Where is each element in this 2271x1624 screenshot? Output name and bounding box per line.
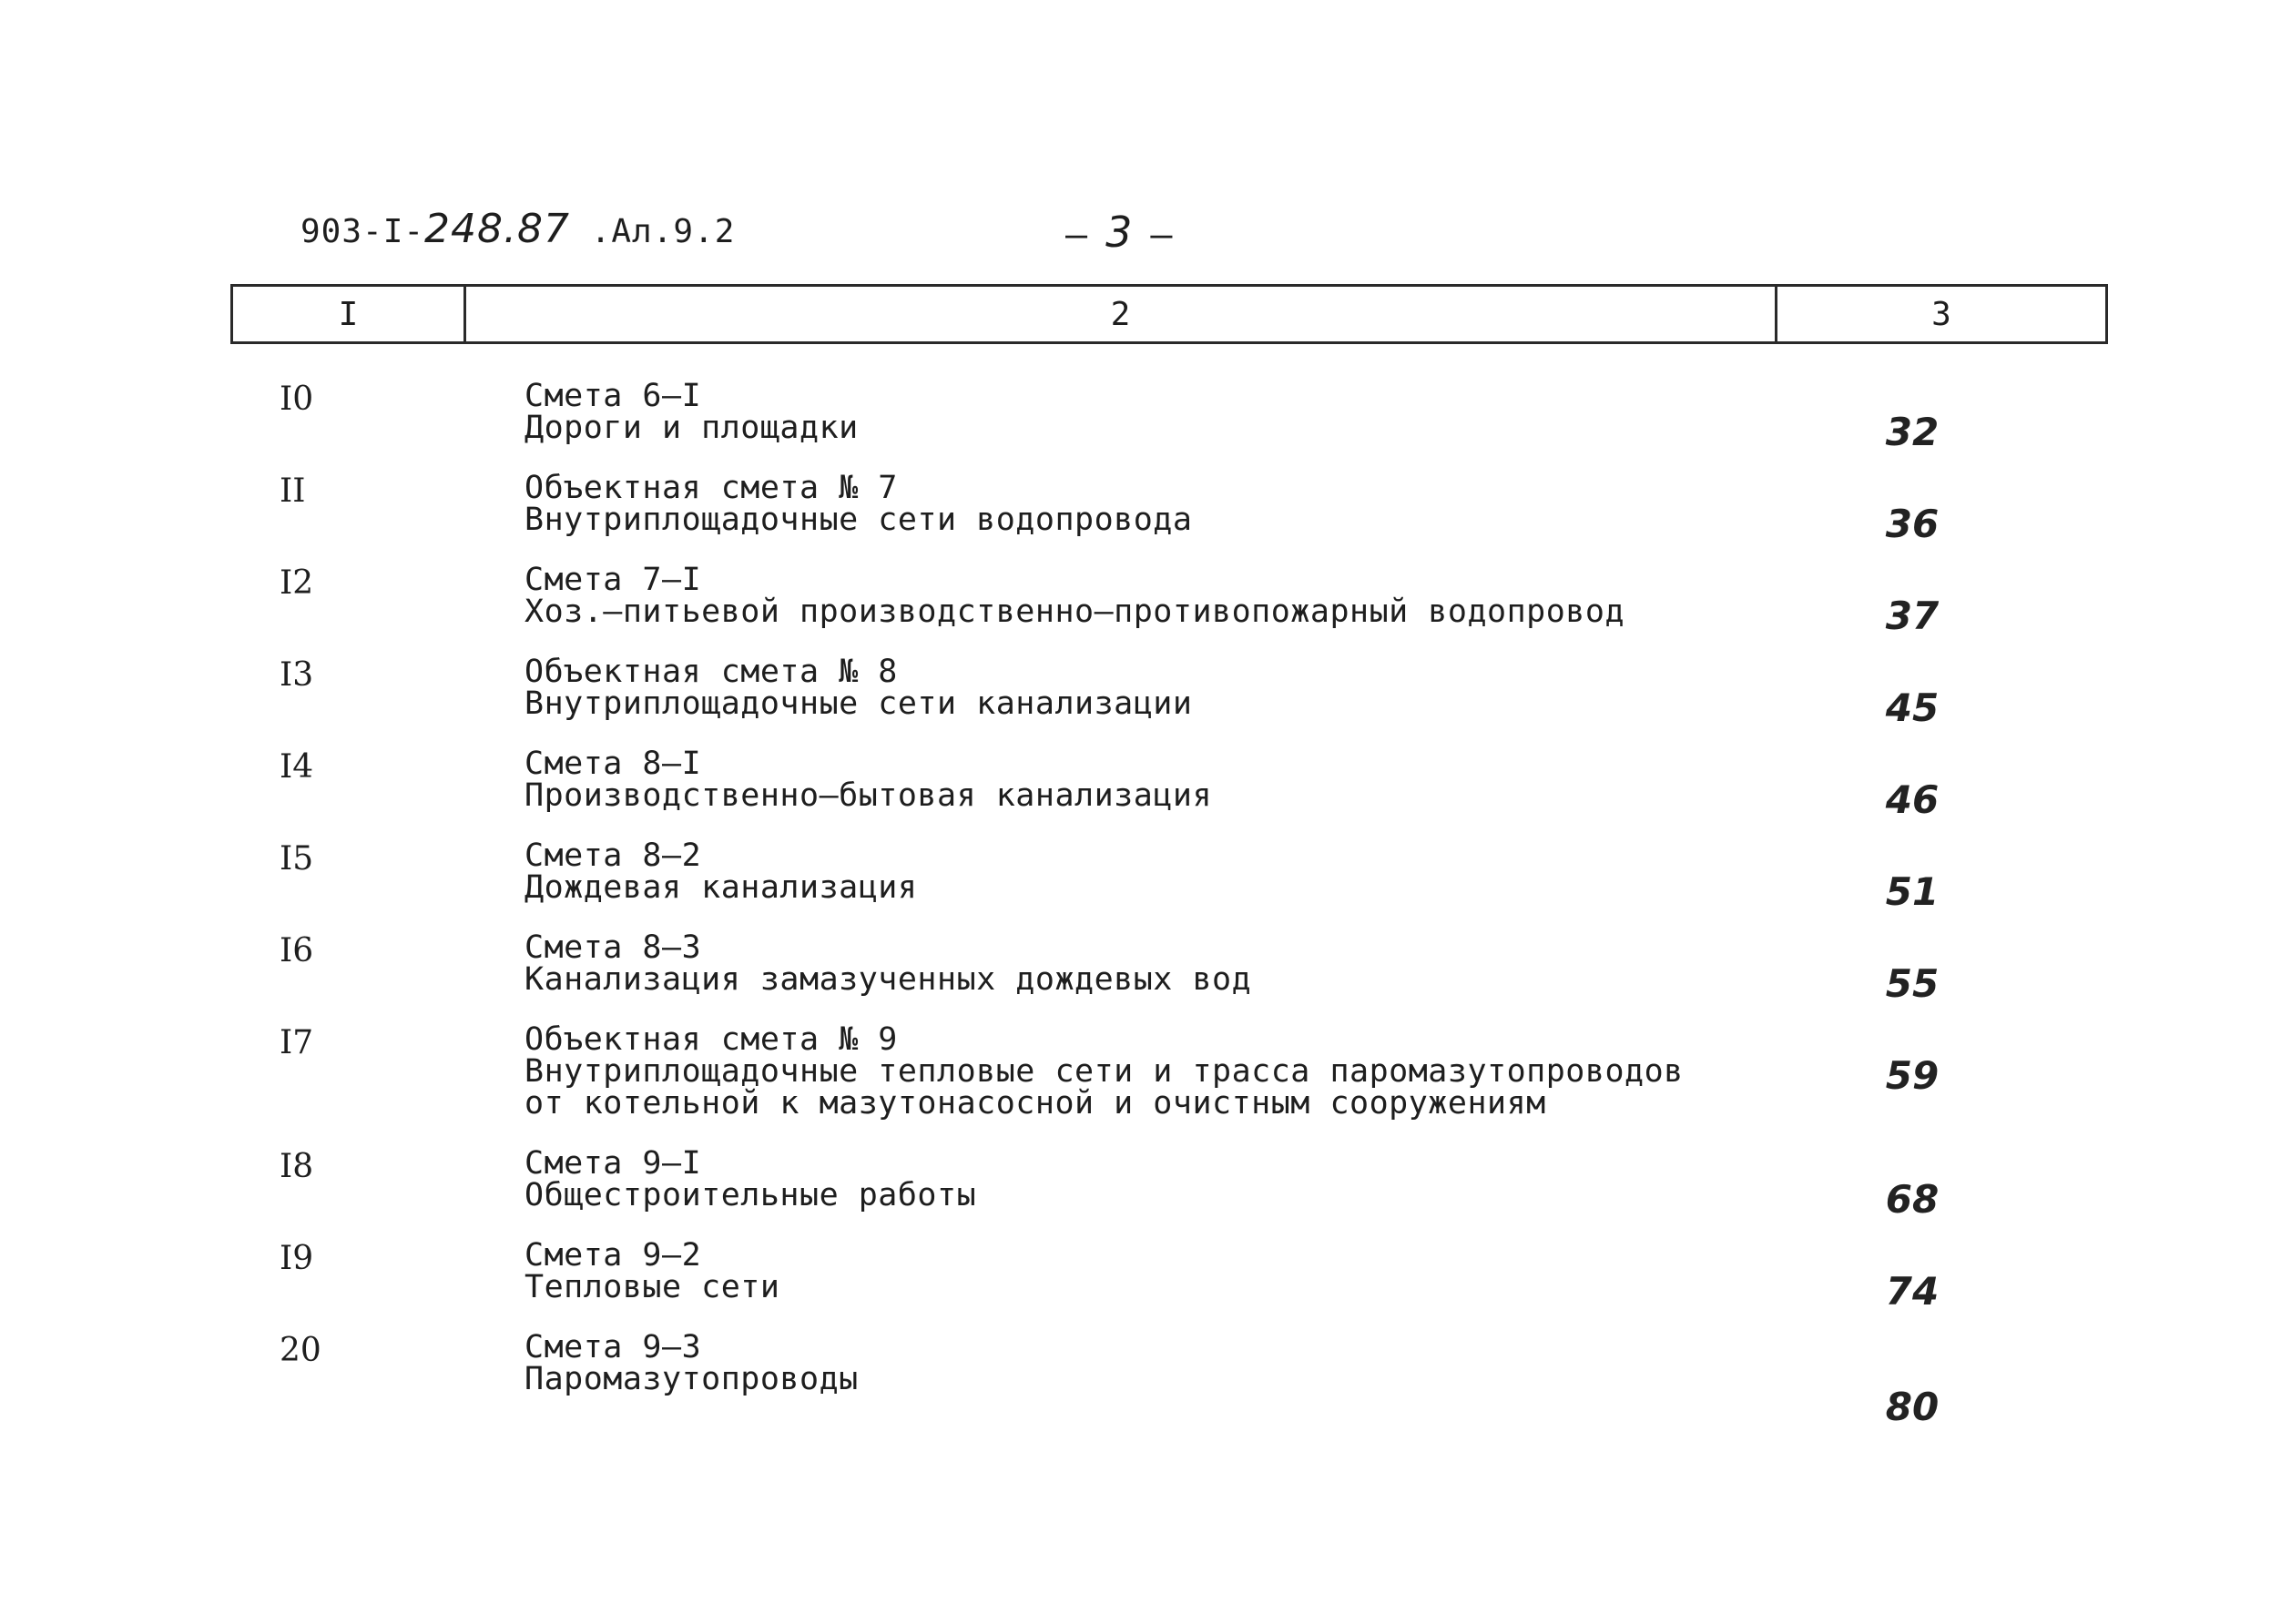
row-title xyxy=(524,1237,780,1305)
row-title xyxy=(524,1021,1684,1122)
row-title-line2: Производственно–бытовая канализация xyxy=(524,777,1213,814)
row-title-line1: Смета 6–I xyxy=(524,378,702,414)
row-number: I5 xyxy=(280,840,314,878)
row-title-line2: Тепловые сети xyxy=(524,1269,780,1305)
row-page-number: 32 xyxy=(1885,410,1940,454)
row-title-line1: Объектная смета № 7 xyxy=(524,470,898,506)
row-page-number: 80 xyxy=(1885,1385,1940,1429)
row-title-line1: Смета 9–I xyxy=(524,1145,702,1182)
row-number: I4 xyxy=(280,748,314,786)
row-page-number: 55 xyxy=(1885,961,1940,1006)
row-title-line1: Объектная смета № 8 xyxy=(524,654,898,690)
row-title-line2: Общестроительные работы xyxy=(524,1177,977,1213)
row-title-line1: Смета 7–I xyxy=(524,562,702,598)
row-title xyxy=(524,837,918,906)
table-row xyxy=(0,656,2271,748)
row-title xyxy=(524,378,859,446)
contents-list xyxy=(0,378,2271,1429)
row-title-line3: от котельной к мазутонасосной и очистным сооружениям xyxy=(524,1085,1546,1122)
row-title xyxy=(524,748,1212,812)
row-number: I2 xyxy=(280,564,314,602)
row-title-line2: Хоз.–питьевой производственно–противопожарный водопровод xyxy=(524,594,1625,630)
row-page-number: 74 xyxy=(1885,1269,1940,1314)
row-number: I8 xyxy=(280,1148,314,1185)
row-title xyxy=(524,1329,859,1397)
row-title xyxy=(524,564,1624,628)
table-row xyxy=(0,748,2271,840)
row-page-number: 51 xyxy=(1885,869,1940,914)
table-row xyxy=(0,1021,2271,1148)
row-number: I7 xyxy=(280,1024,314,1061)
row-title xyxy=(524,656,1192,720)
row-title xyxy=(524,472,1192,536)
row-title-line2: Дождевая канализация xyxy=(524,869,918,906)
row-title-line2: Внутриплощадочные сети канализации xyxy=(524,685,1193,722)
doc-code-prefix: 903-I- xyxy=(300,213,425,250)
table-row xyxy=(0,1145,2271,1240)
row-page-number: 59 xyxy=(1885,1053,1940,1098)
row-number: 20 xyxy=(280,1332,321,1369)
row-title-line2: Паромазутопроводы xyxy=(524,1361,859,1397)
row-title-line2: Внутриплощадочные сети водопровода xyxy=(524,502,1193,538)
table-row xyxy=(0,1329,2271,1429)
table-row xyxy=(0,837,2271,932)
row-page-number: 68 xyxy=(1885,1177,1940,1222)
row-title-line1: Объектная смета № 9 xyxy=(524,1021,898,1058)
page-number xyxy=(1065,208,1190,257)
page-number-value: 3 xyxy=(1105,208,1151,257)
table-row xyxy=(0,929,2271,1024)
row-number: II xyxy=(280,472,306,510)
table-header-col1: I xyxy=(233,287,466,341)
table-row xyxy=(0,378,2271,472)
row-page-number: 46 xyxy=(1885,777,1940,822)
row-title-line2: Внутриплощадочные тепловые сети и трасса паромазутопроводов xyxy=(524,1053,1684,1090)
table-header-col2: 2 xyxy=(466,287,1777,341)
row-title-line1: Смета 8–2 xyxy=(524,837,702,874)
row-title xyxy=(524,929,1252,998)
row-page-number: 45 xyxy=(1885,685,1940,730)
page-dash-right: – xyxy=(1150,214,1191,256)
table-header xyxy=(230,284,2108,344)
page-dash-left: – xyxy=(1065,214,1106,256)
row-title-line2: Канализация замазученных дождевых вод xyxy=(524,961,1252,998)
table-header-col3: 3 xyxy=(1931,295,1951,333)
row-title-line2: Дороги и площадки xyxy=(524,410,859,446)
row-page-number: 36 xyxy=(1885,502,1940,546)
row-number: I6 xyxy=(280,932,314,969)
row-title-line1: Смета 8–I xyxy=(524,746,702,782)
doc-code-suffix: .Ал.9.2 xyxy=(570,213,736,250)
row-number: I3 xyxy=(280,656,314,694)
row-number: I0 xyxy=(280,381,314,418)
row-title-line1: Смета 9–2 xyxy=(524,1237,702,1274)
table-row xyxy=(0,472,2271,564)
row-title-line1: Смета 9–3 xyxy=(524,1329,702,1365)
row-page-number: 37 xyxy=(1885,594,1940,638)
row-title xyxy=(524,1145,977,1213)
table-row xyxy=(0,564,2271,656)
row-number: I9 xyxy=(280,1240,314,1277)
table-row xyxy=(0,1237,2271,1332)
document-code xyxy=(300,206,735,252)
row-title-line1: Смета 8–3 xyxy=(524,929,702,966)
doc-code-handwritten: 248.87 xyxy=(424,206,571,252)
